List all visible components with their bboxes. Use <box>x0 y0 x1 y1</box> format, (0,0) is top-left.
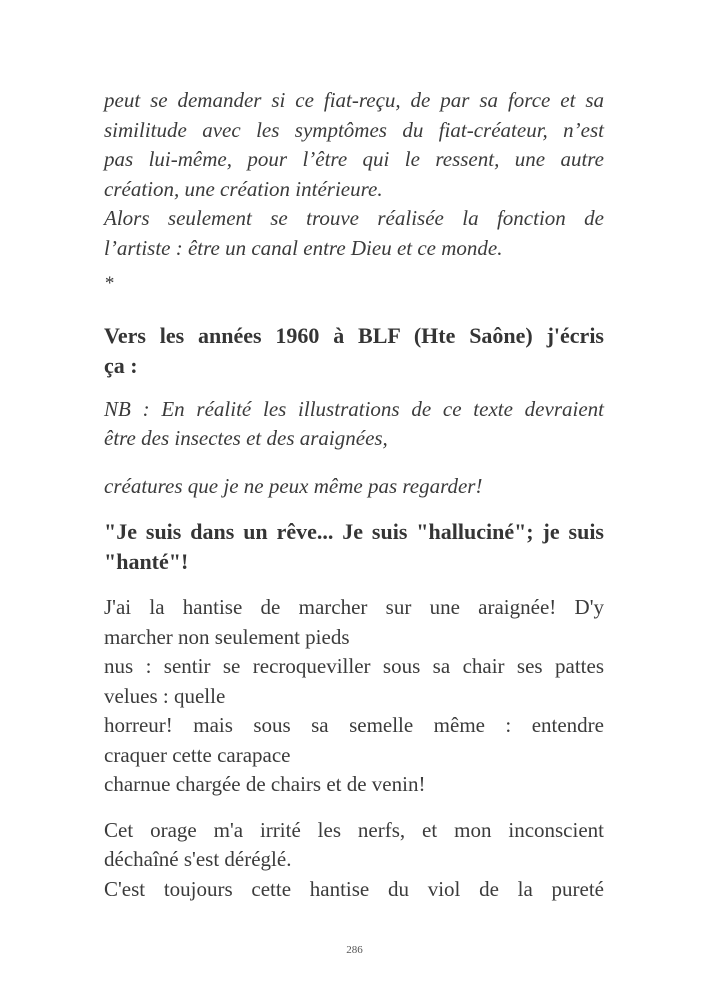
text-line: J'ai la hantise de marcher sur une araignée! D'y <box>104 595 604 619</box>
page-number: 286 <box>346 944 363 956</box>
text-line: pas lui-même, pour l’être qui le ressent, une autre <box>104 147 604 171</box>
section-heading <box>104 321 604 381</box>
text-line: horreur! mais sous sa semelle même : entendre <box>104 713 604 737</box>
paragraph-fiat <box>104 86 604 263</box>
text-line: velues : quelle <box>104 683 226 708</box>
text-line: C'est toujours cette hantise du viol de la pureté <box>104 876 604 901</box>
nb-note <box>104 395 604 454</box>
text-line: nus : sentir se recroqueviller sous sa chair ses pattes <box>104 654 604 678</box>
heading-line: "Je suis dans un rêve... Je suis "halluciné"; je suis <box>104 519 604 544</box>
heading-line: Vers les années 1960 à BLF (Hte Saône) j'écris <box>104 322 604 348</box>
text-line: Alors seulement se trouve réalisée la fonction de <box>104 206 604 230</box>
paragraph-araignee <box>104 593 604 800</box>
text-line: peut se demander si ce fiat-reçu, de par sa force et sa <box>104 88 604 112</box>
quote-heading <box>104 517 604 577</box>
heading-line: ça : <box>104 352 138 378</box>
text-line: NB : En réalité les illustrations de ce texte devraient <box>104 396 604 421</box>
heading-line: "hanté"! <box>104 549 189 574</box>
text-line: être des insectes et des araignées, <box>104 426 388 450</box>
text-line: craquer cette carapace <box>104 742 291 767</box>
text-line: similitude avec les symptômes du fiat-créateur, n’est <box>104 117 604 142</box>
text-line: marcher non seulement pieds <box>104 624 350 649</box>
text-line: déchaîné s'est déréglé. <box>104 847 292 871</box>
text-line: créatures que je ne peux même pas regarder! <box>104 473 483 498</box>
text-line: l’artiste : être un canal entre Dieu et ce monde. <box>104 235 503 260</box>
text-line: création, une création intérieure. <box>104 176 383 201</box>
paragraph-orage <box>104 816 604 905</box>
text-line: charnue chargée de chairs et de venin! <box>104 772 426 796</box>
creatures-line <box>104 472 604 502</box>
text-line: Cet orage m'a irrité les nerfs, et mon inconscient <box>104 817 604 842</box>
section-separator: * <box>104 273 114 294</box>
page-body <box>104 86 604 904</box>
